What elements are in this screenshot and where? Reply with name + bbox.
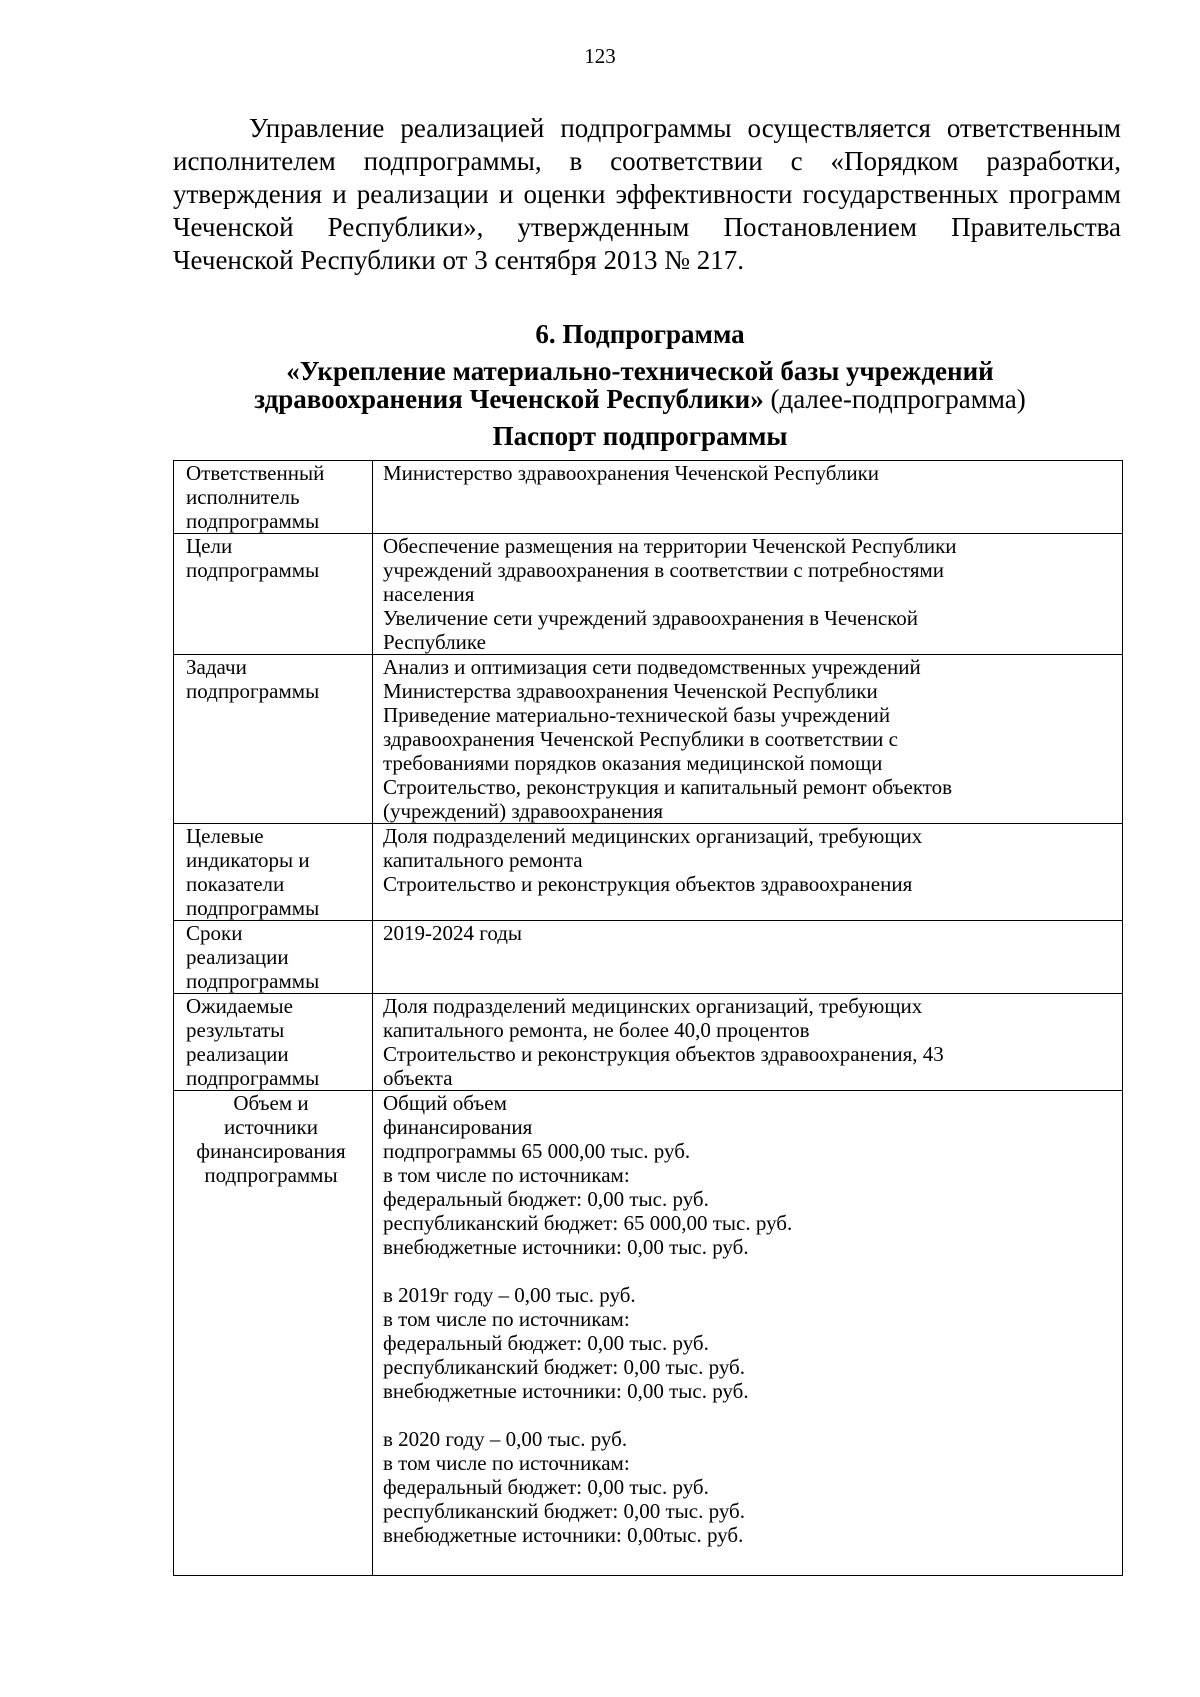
value-line: подпрограммы 65 000,00 тыс. руб. — [383, 1139, 691, 1163]
subprogram-name-bold-1: «Укрепление материально-технической базы учреждений — [286, 356, 994, 386]
label-line: подпрограммы — [186, 558, 320, 582]
intro-text: Управление реализацией подпрограммы осуществляется ответственным исполнителем подпрограммы, в соответствии с «Порядком разработки, утверждения и реализации и оценки эффективности государственных программ Чеченской Республики», утвержденным Постановлением Правительства Чеченской Республики от 3 сентября 2013 № 217. — [173, 113, 1121, 275]
value-line: требованиями порядков оказания медицинской помощи — [383, 751, 883, 775]
section-heading: 6. Подпрограмма — [535, 319, 745, 349]
passport-row-value — [373, 655, 1123, 824]
value-line: Министерства здравоохранения Чеченской Республики — [383, 679, 878, 703]
label-line: подпрограммы — [204, 1163, 338, 1187]
value-line: в 2019г году – 0,00 тыс. руб. — [383, 1283, 636, 1307]
label-line: Цели — [186, 534, 233, 558]
value-line: капитального ремонта — [383, 848, 583, 872]
value-line: Министерство здравоохранения Чеченской Республики — [383, 461, 880, 485]
passport-row-label — [174, 824, 373, 921]
label-line: финансирования — [196, 1139, 346, 1163]
value-line: республиканский бюджет: 65 000,00 тыс. руб. — [383, 1211, 793, 1235]
label-line: индикаторы и — [186, 848, 310, 872]
value-line: финансирования — [383, 1115, 533, 1139]
subprogram-title-block — [140, 320, 1140, 413]
label-line: реализации — [186, 1042, 289, 1066]
label-line: Объем и — [233, 1091, 309, 1115]
passport-row-value — [373, 994, 1123, 1091]
label-line: подпрограммы — [186, 509, 320, 533]
passport-table — [173, 460, 1123, 1576]
value-line: внебюджетные источники: 0,00 тыс. руб. — [383, 1235, 749, 1259]
passport-row — [174, 921, 1123, 994]
value-line: федеральный бюджет: 0,00 тыс. руб. — [383, 1475, 709, 1499]
value-line: Доля подразделений медицинских организаций, требующих — [383, 824, 923, 848]
label-line: исполнитель — [186, 485, 300, 509]
label-line: подпрограммы — [186, 679, 320, 703]
value-line: здравоохранения Чеченской Республики в соответствии с — [383, 727, 898, 751]
value-line: Увеличение сети учреждений здравоохранения в Чеченской — [383, 606, 919, 630]
passport-row-label — [174, 1091, 373, 1576]
value-line: республиканский бюджет: 0,00 тыс. руб. — [383, 1355, 745, 1379]
value-line: Строительство и реконструкция объектов здравоохранения, 43 — [383, 1042, 944, 1066]
value-line: в 2020 году – 0,00 тыс. руб. — [383, 1427, 628, 1451]
value-line: Приведение материально-технической базы учреждений — [383, 703, 891, 727]
passport-row-value — [373, 1091, 1123, 1576]
value-line: Строительство, реконструкция и капитальный ремонт объектов — [383, 775, 953, 799]
label-line: подпрограммы — [186, 969, 320, 993]
passport-row — [174, 461, 1123, 534]
label-line: подпрограммы — [186, 1066, 320, 1090]
value-line: Республике — [383, 630, 486, 654]
value-line: республиканский бюджет: 0,00 тыс. руб. — [383, 1499, 745, 1523]
passport-row — [174, 824, 1123, 921]
value-line: Строительство и реконструкция объектов здравоохранения — [383, 872, 913, 896]
subprogram-name-note: (далее-подпрограмма) — [763, 384, 1026, 414]
value-line: внебюджетные источники: 0,00 тыс. руб. — [383, 1379, 749, 1403]
value-line: 2019-2024 годы — [383, 921, 523, 945]
value-line: (учреждений) здравоохранения — [383, 799, 664, 823]
passport-row-value — [373, 461, 1123, 534]
passport-row — [174, 1091, 1123, 1576]
label-line: результаты — [186, 1018, 285, 1042]
label-line: подпрограммы — [186, 896, 320, 920]
passport-row — [174, 655, 1123, 824]
passport-row-label — [174, 921, 373, 994]
subprogram-name-bold-2: здравоохранения Чеченской Республики» — [254, 384, 764, 414]
label-line: Сроки — [186, 921, 243, 945]
label-line: показатели — [186, 872, 285, 896]
value-line: капитального ремонта, не более 40,0 процентов — [383, 1018, 810, 1042]
label-line: Задачи — [186, 655, 247, 679]
passport-row-label — [174, 994, 373, 1091]
value-line: федеральный бюджет: 0,00 тыс. руб. — [383, 1331, 709, 1355]
label-line: источники — [224, 1115, 318, 1139]
value-line: объекта — [383, 1066, 453, 1090]
value-line: внебюджетные источники: 0,00тыс. руб. — [383, 1523, 744, 1547]
passport-row-value — [373, 921, 1123, 994]
passport-row — [174, 534, 1123, 655]
value-line: Общий объем — [383, 1091, 507, 1115]
value-line: учреждений здравоохранения в соответствии с потребностями — [383, 558, 945, 582]
subprogram-name-line1 — [140, 357, 1140, 385]
value-line: Анализ и оптимизация сети подведомственных учреждений — [383, 655, 921, 679]
label-line: Целевые — [186, 824, 264, 848]
label-line: Ответственный — [186, 461, 325, 485]
value-gap — [383, 1403, 1114, 1427]
passport-row-value — [373, 824, 1123, 921]
passport-row-value — [373, 534, 1123, 655]
subprogram-name-line2 — [140, 385, 1140, 413]
value-line: в том числе по источникам: — [383, 1163, 630, 1187]
passport-row — [174, 994, 1123, 1091]
value-line: Доля подразделений медицинских организаций, требующих — [383, 994, 923, 1018]
passport-table-body — [174, 461, 1123, 1576]
passport-row-label — [174, 655, 373, 824]
value-gap — [383, 1259, 1114, 1283]
label-line: Ожидаемые — [186, 994, 293, 1018]
value-line: в том числе по источникам: — [383, 1451, 630, 1475]
passport-row-label — [174, 534, 373, 655]
passport-row-label — [174, 461, 373, 534]
intro-paragraph — [173, 112, 1121, 277]
page-number: 123 — [584, 44, 616, 68]
passport-title: Паспорт подпрограммы — [492, 421, 788, 451]
value-line: федеральный бюджет: 0,00 тыс. руб. — [383, 1187, 709, 1211]
value-line: Обеспечение размещения на территории Чеченской Республики — [383, 534, 957, 558]
value-line: населения — [383, 582, 475, 606]
value-line: в том числе по источникам: — [383, 1307, 630, 1331]
label-line: реализации — [186, 945, 289, 969]
